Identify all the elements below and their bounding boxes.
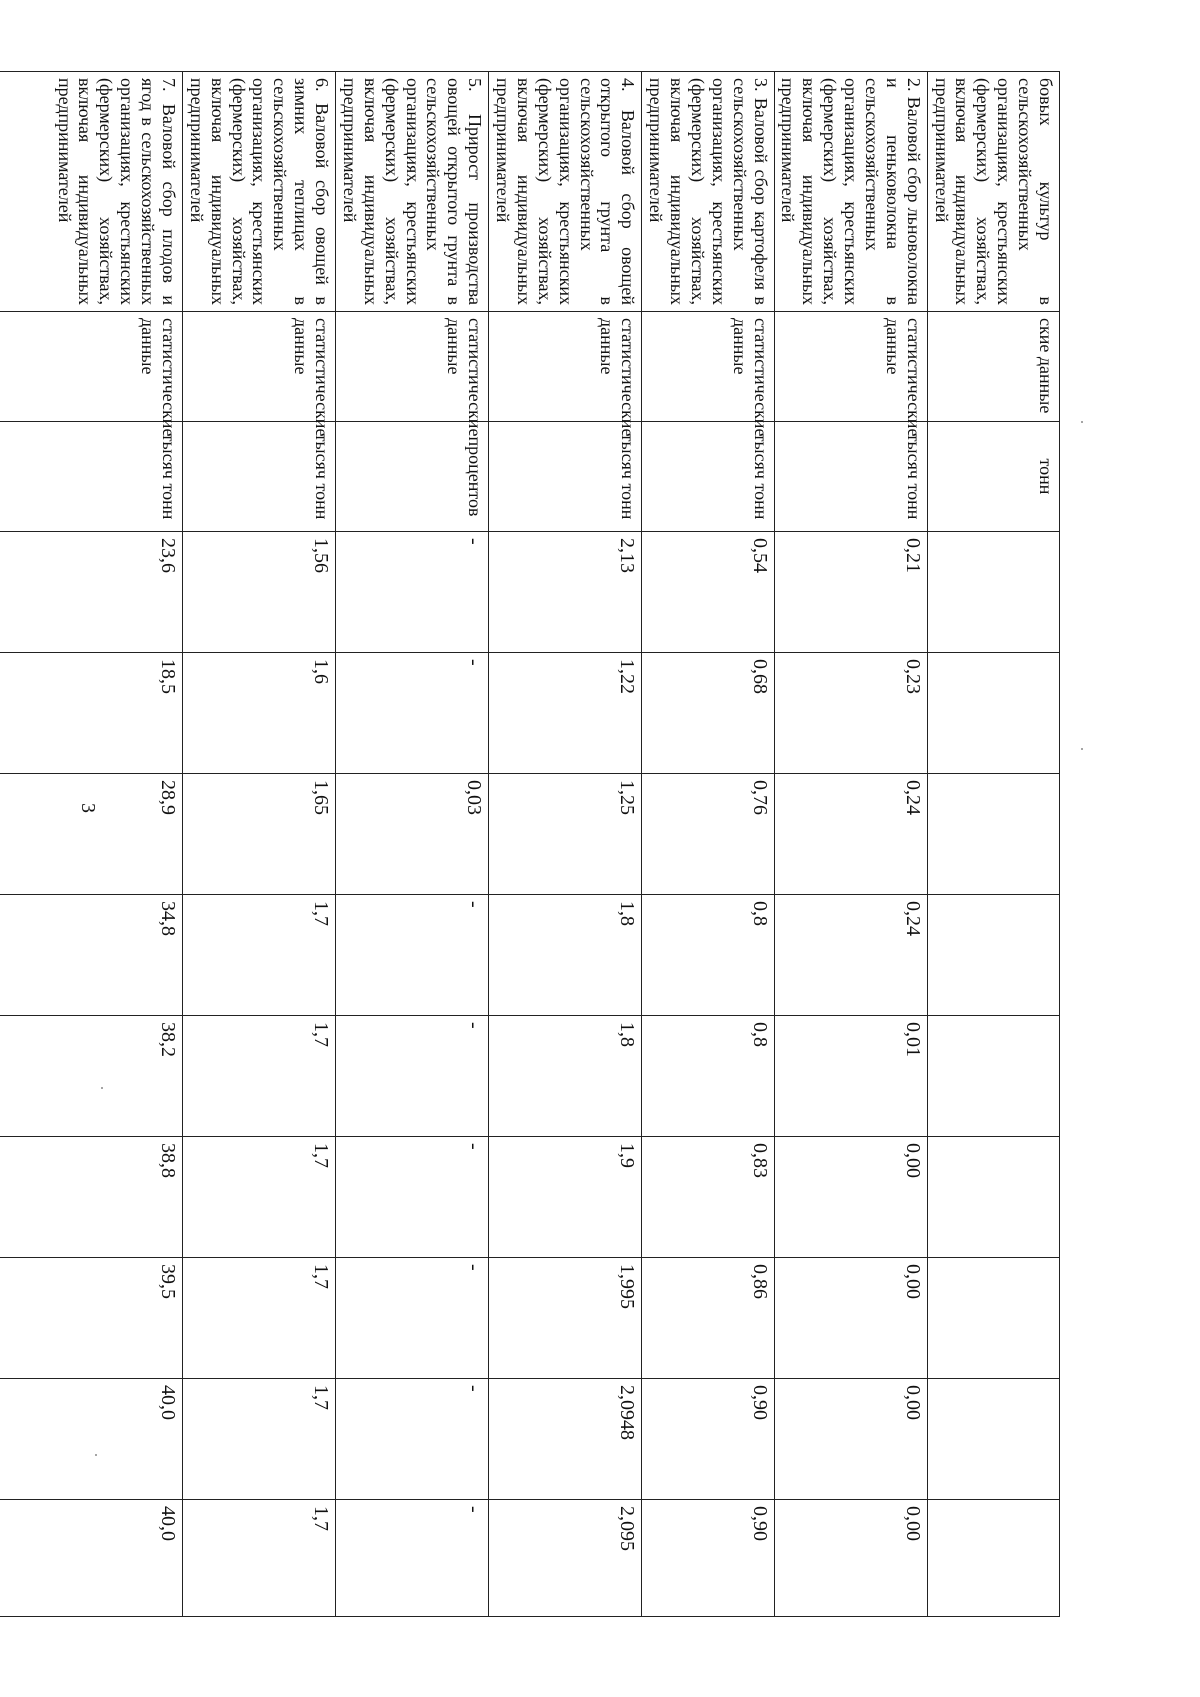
value-cell: - bbox=[336, 1500, 489, 1617]
unit-cell: тысяч тонн bbox=[0, 422, 183, 532]
value-cell: 2,0948 bbox=[489, 1379, 642, 1500]
value-cell: 1,7 bbox=[183, 1500, 336, 1617]
value-cell: - bbox=[336, 653, 489, 774]
data-source-cell: статистические данные bbox=[774, 312, 927, 422]
value-cell: 0,8 bbox=[642, 895, 774, 1016]
value-cell: 0,01 bbox=[774, 1016, 927, 1137]
indicator-name-cell: бовых культур в сельскохозяйственных организациях, крестьянских (фермерских) хозяйствах, включая индивидуальных предпринимателей bbox=[927, 72, 1059, 312]
value-cell: 2,13 bbox=[489, 532, 642, 653]
value-cell: 2,095 bbox=[489, 1500, 642, 1617]
value-cell: - bbox=[336, 895, 489, 1016]
unit-cell: тонн bbox=[927, 422, 1059, 532]
value-cell: 40,0 bbox=[0, 1500, 183, 1617]
scan-speck bbox=[1081, 748, 1083, 750]
value-cell: 0,00 bbox=[774, 1500, 927, 1617]
value-cell bbox=[927, 1016, 1059, 1137]
value-cell: 0,00 bbox=[774, 1137, 927, 1258]
value-cell: 0,24 bbox=[774, 895, 927, 1016]
scan-speck bbox=[1081, 421, 1083, 423]
value-cell: 28,9 bbox=[0, 774, 183, 895]
data-source-cell: ские данные bbox=[927, 312, 1059, 422]
value-cell bbox=[927, 1258, 1059, 1379]
value-cell: 0,00 bbox=[774, 1258, 927, 1379]
value-cell: 1,7 bbox=[183, 1379, 336, 1500]
value-cell: 18,5 bbox=[0, 653, 183, 774]
value-cell: 0,24 bbox=[774, 774, 927, 895]
rotated-table-wrap bbox=[54, 71, 1060, 1616]
value-cell bbox=[927, 774, 1059, 895]
value-cell: - bbox=[336, 532, 489, 653]
value-cell: 0,03 bbox=[336, 774, 489, 895]
value-cell bbox=[927, 653, 1059, 774]
indicators-table bbox=[0, 71, 1060, 1617]
value-cell: - bbox=[336, 1258, 489, 1379]
value-cell: 1,22 bbox=[489, 653, 642, 774]
indicator-name-cell: 3. Валовой сбор картофеля в сельскохозяйственных организациях, крестьянских (фермерских) хозяйствах, включая индивидуальных предпринимателей bbox=[642, 72, 774, 312]
value-cell: 34,8 bbox=[0, 895, 183, 1016]
value-cell: 0,76 bbox=[642, 774, 774, 895]
scan-speck bbox=[95, 1454, 97, 1456]
value-cell: 1,7 bbox=[183, 895, 336, 1016]
value-cell: 0,83 bbox=[642, 1137, 774, 1258]
value-cell: - bbox=[336, 1137, 489, 1258]
value-cell: 1,6 bbox=[183, 653, 336, 774]
table-row bbox=[927, 72, 1059, 1617]
value-cell bbox=[927, 532, 1059, 653]
value-cell: 1,8 bbox=[489, 895, 642, 1016]
page-number: 3 bbox=[77, 803, 99, 813]
value-cell: 0,90 bbox=[642, 1379, 774, 1500]
value-cell: 1,56 bbox=[183, 532, 336, 653]
indicator-name-cell: 4. Валовой сбор овощей открытого грунта в сельскохозяйственных организациях, крестьянских (фермерских) хозяйствах, включая индивидуальных предпринимателей bbox=[489, 72, 642, 312]
value-cell: 1,7 bbox=[183, 1016, 336, 1137]
value-cell: 0,54 bbox=[642, 532, 774, 653]
unit-cell: процентов bbox=[336, 422, 489, 532]
value-cell: 0,8 bbox=[642, 1016, 774, 1137]
unit-cell: тысяч тонн bbox=[642, 422, 774, 532]
table-area bbox=[54, 71, 1060, 1616]
value-cell: - bbox=[336, 1016, 489, 1137]
scan-speck bbox=[101, 1087, 103, 1089]
value-cell bbox=[927, 1500, 1059, 1617]
value-cell: 0,21 bbox=[774, 532, 927, 653]
unit-cell: тысяч тонн bbox=[489, 422, 642, 532]
value-cell: 1,7 bbox=[183, 1258, 336, 1379]
value-cell: - bbox=[336, 1379, 489, 1500]
unit-cell: тысяч тонн bbox=[774, 422, 927, 532]
value-cell: 1,995 bbox=[489, 1258, 642, 1379]
value-cell: 1,7 bbox=[183, 1137, 336, 1258]
table-row bbox=[336, 72, 489, 1617]
value-cell: 0,23 bbox=[774, 653, 927, 774]
data-source-cell: статистические данные bbox=[489, 312, 642, 422]
value-cell: 1,65 bbox=[183, 774, 336, 895]
value-cell: 0,86 bbox=[642, 1258, 774, 1379]
value-cell bbox=[927, 1137, 1059, 1258]
data-source-cell: статистические данные bbox=[336, 312, 489, 422]
table-row bbox=[489, 72, 642, 1617]
table-row bbox=[642, 72, 774, 1617]
value-cell: 1,9 bbox=[489, 1137, 642, 1258]
data-source-cell: статистические данные bbox=[0, 312, 183, 422]
table-row bbox=[774, 72, 927, 1617]
value-cell: 39,5 bbox=[0, 1258, 183, 1379]
value-cell: 38,8 bbox=[0, 1137, 183, 1258]
value-cell: 0,68 bbox=[642, 653, 774, 774]
value-cell: 23,6 bbox=[0, 532, 183, 653]
value-cell: 38,2 bbox=[0, 1016, 183, 1137]
value-cell: 1,25 bbox=[489, 774, 642, 895]
data-source-cell: статистические данные bbox=[183, 312, 336, 422]
value-cell: 1,8 bbox=[489, 1016, 642, 1137]
value-cell: 40,0 bbox=[0, 1379, 183, 1500]
value-cell: 0,90 bbox=[642, 1500, 774, 1617]
table-row bbox=[0, 72, 183, 1617]
unit-cell: тысяч тонн bbox=[183, 422, 336, 532]
value-cell bbox=[927, 895, 1059, 1016]
table-row bbox=[183, 72, 336, 1617]
value-cell: 0,00 bbox=[774, 1379, 927, 1500]
value-cell bbox=[927, 1379, 1059, 1500]
indicator-name-cell: 7. Валовой сбор плодов и ягод в сельскохозяйственных организациях, крестьянских (фермерских) хозяйствах, включая индивидуальных предпринимателей bbox=[0, 72, 183, 312]
indicator-name-cell: 6. Валовой сбор овощей в зимних теплицах в сельскохозяйственных организациях, крестьянских (фермерских) хозяйствах, включая индивидуальных предпринимателей bbox=[183, 72, 336, 312]
data-source-cell: статистические данные bbox=[642, 312, 774, 422]
indicator-name-cell: 2. Валовой сбор льноволокна и пеньковолокна в сельскохозяйственных организациях, крестьянских (фермерских) хозяйствах, включая индивидуальных предпринимателей bbox=[774, 72, 927, 312]
indicator-name-cell: 5. Прирост производства овощей открытого грунта в сельскохозяйственных организациях, крестьянских (фермерских) хозяйствах, включая индивидуальных предпринимателей bbox=[336, 72, 489, 312]
